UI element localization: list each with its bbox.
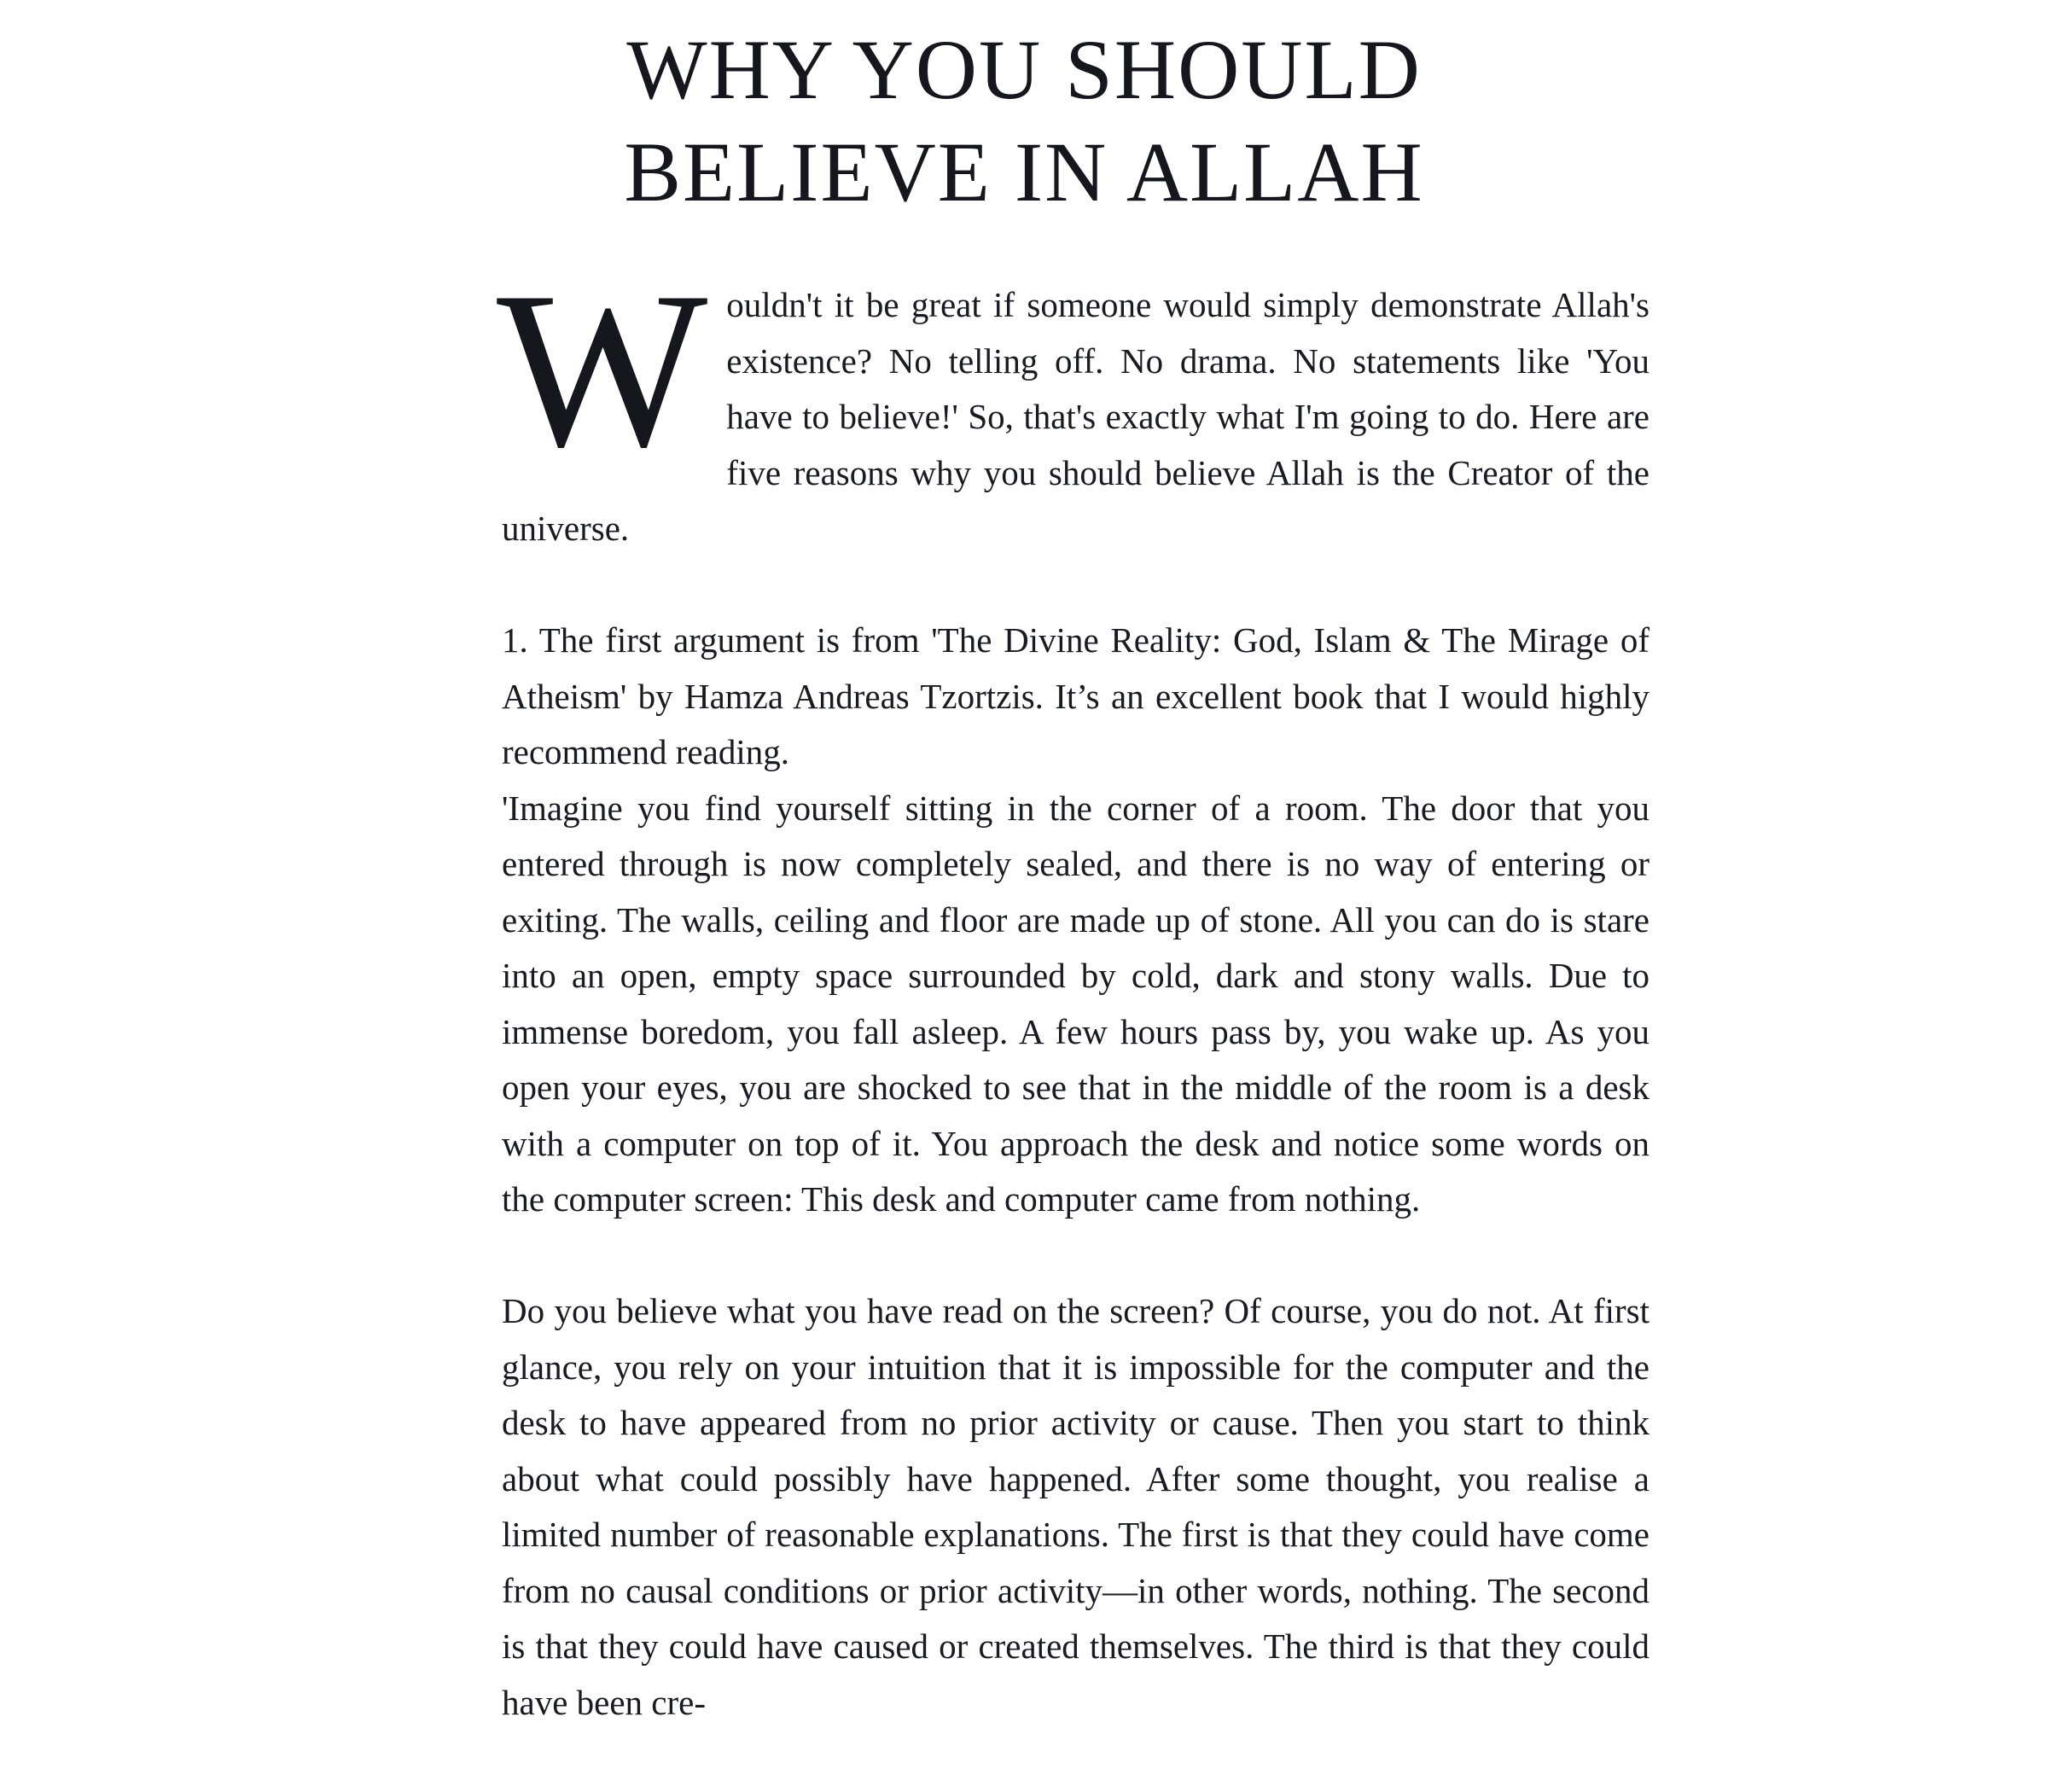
paragraph-3: Do you believe what you have read on the screen? Of course, you do not. At first glance, you rely on your intuition that it is impossible for the computer and the desk to have appeared from no prior activity or cause. Then you start to think about what could possibly have happened. After some thought, you realise a limited number of reasonable explanations. The first is that they could have come from no causal conditions or prior activity—in other words, nothing. The second is that they could have caused or created themselves. The third is that they could have been cre- — [502, 1291, 1649, 1722]
title-line-2: BELIEVE IN ALLAH — [624, 125, 1424, 219]
article-body — [497, 246, 1649, 1731]
intro-paragraph — [497, 246, 1649, 557]
drop-cap: W — [497, 246, 708, 493]
intro-text: ouldn't it be great if someone would simply demonstrate Allah's existence? No telling off. No drama. No statements like 'You have to believe!' So, that's exactly what I'm going to do. Here are five reasons why you should believe Allah is the Creator of the universe. — [502, 285, 1649, 548]
section-1-quote-paragraph: 'Imagine you find yourself sitting in the corner of a room. The door that you entered through is now completely sealed, and there is no way of entering or exiting. The walls, ceiling and floor are made up of stone. All you can do is stare into an open, empty space surrounded by cold, dark and stony walls. Due to immense boredom, you fall asleep. A few hours pass by, you wake up. As you open your eyes, you are shocked to see that in the middle of the room is a desk with a computer on top of it. You approach the desk and notice some words on the computer screen: This desk and computer came from nothing. — [502, 788, 1649, 1219]
title-line-1: WHY YOU SHOULD — [626, 22, 1422, 117]
section-1-intro-paragraph: 1. The first argument is from 'The Divine Reality: God, Islam & The Mirage of Atheism' by Hamza Andreas Tzortzis. It’s an excellent book that I would highly recommend reading. — [502, 620, 1649, 771]
page-title — [0, 19, 2048, 224]
